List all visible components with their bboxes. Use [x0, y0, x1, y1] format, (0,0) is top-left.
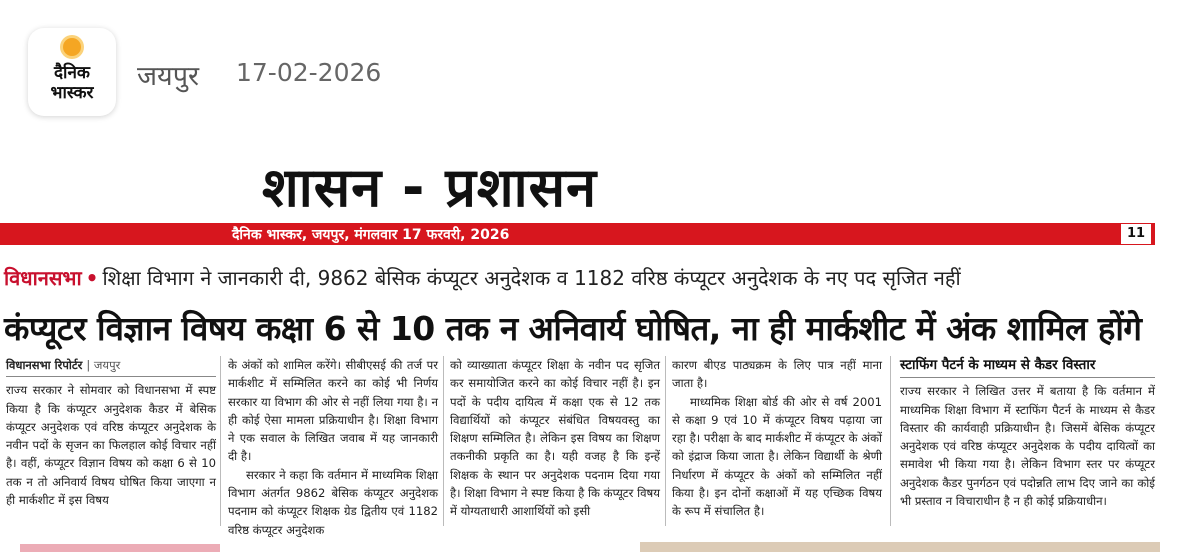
page-number: 11: [1121, 224, 1151, 244]
app-header: [0, 0, 1190, 150]
kicker-separator: •: [85, 266, 99, 290]
edition-city: जयपुर: [137, 61, 200, 92]
sidebar-text: राज्य सरकार ने लिखित उत्तर में बताया है कि वर्तमान में माध्यमिक शिक्षा विभाग में स्टाफिंग पैटर्न के माध्यम से कैडर विस्तार की कार्यवाही प्रक्रियाधीन है। जिसमें बेसिक कंप्यूटर अनुदेशक एवं वरिष्ठ कंप्यूटर अनुदेशक के पदीय दायित्वों का समावेश भी किया गया है। लेकिन विभाग स्तर पर कंप्यूटर अनुदेशक कैडर पुनर्गठन एवं पदोन्नति लाभ दिए जाने का कोई भी प्रस्ताव न विचाराधीन है न ही कोई प्रक्रियाधीन।: [900, 384, 1155, 509]
next-headline-fragment: [20, 544, 220, 552]
masthead-bar: [0, 223, 1155, 245]
kicker-tag: विधानसभा: [4, 266, 82, 290]
article-column-4: [672, 356, 882, 521]
sidebar-box: [900, 356, 1155, 510]
column-divider: [890, 356, 891, 526]
kicker: [4, 264, 961, 292]
column-4-para-2: माध्यमिक शिक्षा बोर्ड की ओर से वर्ष 2001 से कक्षा 9 एवं 10 में कंप्यूटर विषय पढ़ाया जा रहा है। परीक्षा के बाद मार्कशीट में कंप्यूटर के अंकों को इंद्राज किया जाता है। लेकिन विद्यार्थी के श्रेणी निर्धारण में कंप्यूटर के अंकों को सम्मिलित नहीं किया है। इन दोनों कक्षाओं में यह एच्छिक विषय के रूप में संचालित है।: [672, 394, 882, 519]
column-divider: [443, 356, 444, 526]
edition-date: 17-02-2026: [236, 58, 382, 87]
article-column-2: [228, 356, 438, 539]
logo-line2: भास्कर: [50, 83, 94, 103]
byline: [6, 356, 216, 377]
column-4-para-1: कारण बीएड पाठ्यक्रम के लिए पात्र नहीं माना जाता है।: [672, 358, 882, 391]
kicker-text: शिक्षा विभाग ने जानकारी दी, 9862 बेसिक कंप्यूटर अनुदेशक व 1182 वरिष्ठ कंप्यूटर अनुदेशक के नए पद सृजित नहीं: [102, 266, 961, 290]
dainik-bhaskar-logo[interactable]: [28, 28, 116, 116]
article-column-3: [450, 356, 660, 521]
next-article-strip: [0, 540, 1190, 552]
byline-city: | जयपुर: [86, 358, 121, 372]
column-2-para-2: सरकार ने कहा कि वर्तमान में माध्यमिक शिक्षा विभाग अंतर्गत 9862 बेसिक कंप्यूटर अनुदेशक पदनाम को कंप्यूटर शिक्षक ग्रेड द्वितीय एवं 1182 वरिष्ठ कंप्यूटर अनुदेशक: [228, 467, 438, 537]
column-3-text: को व्याख्याता कंप्यूटर शिक्षा के नवीन पद सृजित कर समायोजित करने का कोई विचार नहीं है। इन पदों के पदीय दायित्व में कक्षा एक से 12 तक विद्यार्थियों को कंप्यूटर संबंधित विषयवस्तु का शिक्षण सम्मिलित है। लेकिन इस विषय का शिक्षण तकनीकी प्रकृति का है। यही वजह है कि इन्हें शिक्षक के स्थान पर अनुदेशक पदनाम दिया गया है। शिक्षा विभाग ने स्पष्ट किया है कि कंप्यूटर विषय में योग्यताधारी आशार्थियों को इसी: [450, 358, 660, 519]
section-title: शासन - प्रशासन: [262, 156, 598, 219]
sun-icon: [63, 38, 81, 56]
masthead-text: दैनिक भास्कर, जयपुर, मंगलवार 17 फरवरी, 2026: [232, 227, 510, 243]
column-divider: [665, 356, 666, 526]
logo-line1: दैनिक: [54, 63, 90, 83]
column-2-para-1: के अंकों को शामिल करेंगे। सीबीएसई की तर्ज पर मार्कशीट में सम्मिलित करने का कोई भी निर्णय सरकार या विभाग की ओर से नहीं लिया गया है। न ही कोई ऐसा मामला प्रक्रियाधीन है। शिक्षा विभाग ने एक सवाल के लिखित जवाब में यह जानकारी दी है।: [228, 358, 438, 464]
sidebar-heading: स्टाफिंग पैटर्न के माध्यम से कैडर विस्तार: [900, 356, 1155, 378]
column-divider: [220, 356, 221, 526]
column-1-text: राज्य सरकार ने सोमवार को विधानसभा में स्पष्ट किया है कि कंप्यूटर अनुदेशक कैडर में बेसिक कंप्यूटर अनुदेशक एवं वरिष्ठ कंप्यूटर अनुदेशक के नवीन पदों के सृजन का फिलहाल कोई विचार नहीं है। वहीं, कंप्यूटर विज्ञान विषय को कक्षा 6 से 10 तक न तो अनिवार्य विषय घोषित किया जाएगा न ही मार्कशीट में इस विषय: [6, 383, 216, 508]
headline: कंप्यूटर विज्ञान विषय कक्षा 6 से 10 तक न अनिवार्य घोषित, ना ही मार्कशीट में अंक शामिल होंगे: [4, 309, 1142, 348]
next-ad-fragment: [640, 542, 1160, 552]
article-column-1: [6, 356, 216, 509]
byline-name: विधानसभा रिपोर्टर: [6, 358, 83, 372]
